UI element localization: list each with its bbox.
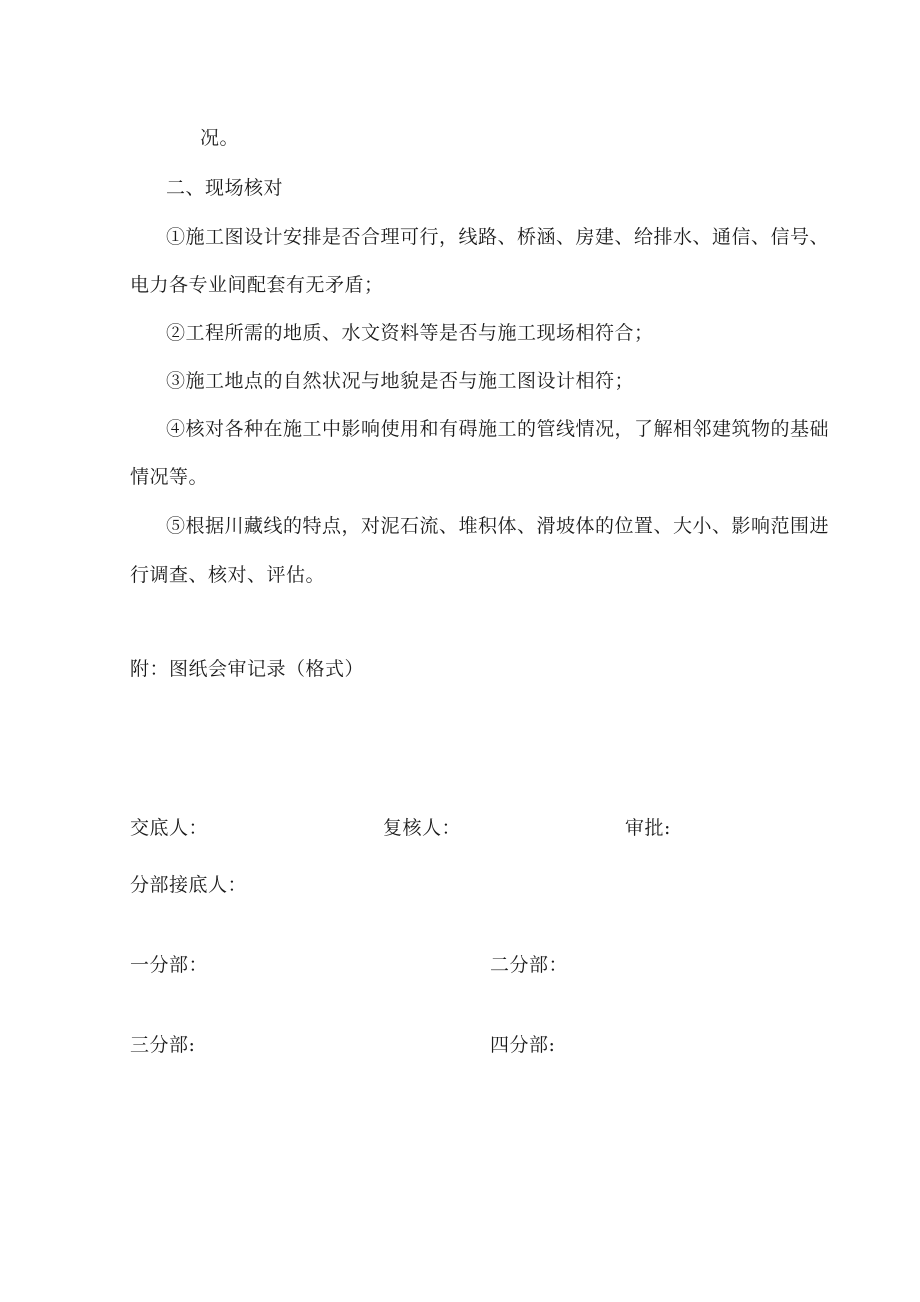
item-5-line-2: 行调查、核对、评估。 <box>130 564 326 586</box>
item-4-line-1: ④核对各种在施工中影响使用和有碍施工的管线情况，了解相邻建筑物的基础 <box>166 418 830 440</box>
reviewer-label: 复核人： <box>383 817 462 839</box>
presenter-label: 交底人： <box>130 817 209 839</box>
item-4-line-2: 情况等。 <box>130 466 209 488</box>
item-1-line-1: ①施工图设计安排是否合理可行，线路、桥涵、房建、给排水、通信、信号、 <box>166 226 830 248</box>
section-heading: 二、现场核对 <box>166 177 284 199</box>
branch-4-label: 四分部: <box>490 1034 556 1056</box>
branch-3-label: 三分部: <box>130 1034 196 1056</box>
item-1-line-2: 电力各专业间配套有无矛盾； <box>130 274 384 296</box>
item-5-line-1: ⑤根据川藏线的特点，对泥石流、堆积体、滑坡体的位置、大小、影响范围进 <box>166 515 830 537</box>
branch-1-label: 一分部： <box>130 954 209 976</box>
branch-receivers-label: 分部接底人： <box>130 874 248 896</box>
item-2-line-1: ②工程所需的地质、水文资料等是否与施工现场相符合； <box>166 322 654 344</box>
approver-label: 审批: <box>625 817 671 839</box>
branch-2-label: 二分部： <box>490 954 569 976</box>
item-3-line-1: ③施工地点的自然状况与地貌是否与施工图设计相符； <box>166 370 635 392</box>
continuation-text: 况。 <box>200 127 240 149</box>
appendix-note: 附：图纸会审记录（格式） <box>130 658 365 680</box>
